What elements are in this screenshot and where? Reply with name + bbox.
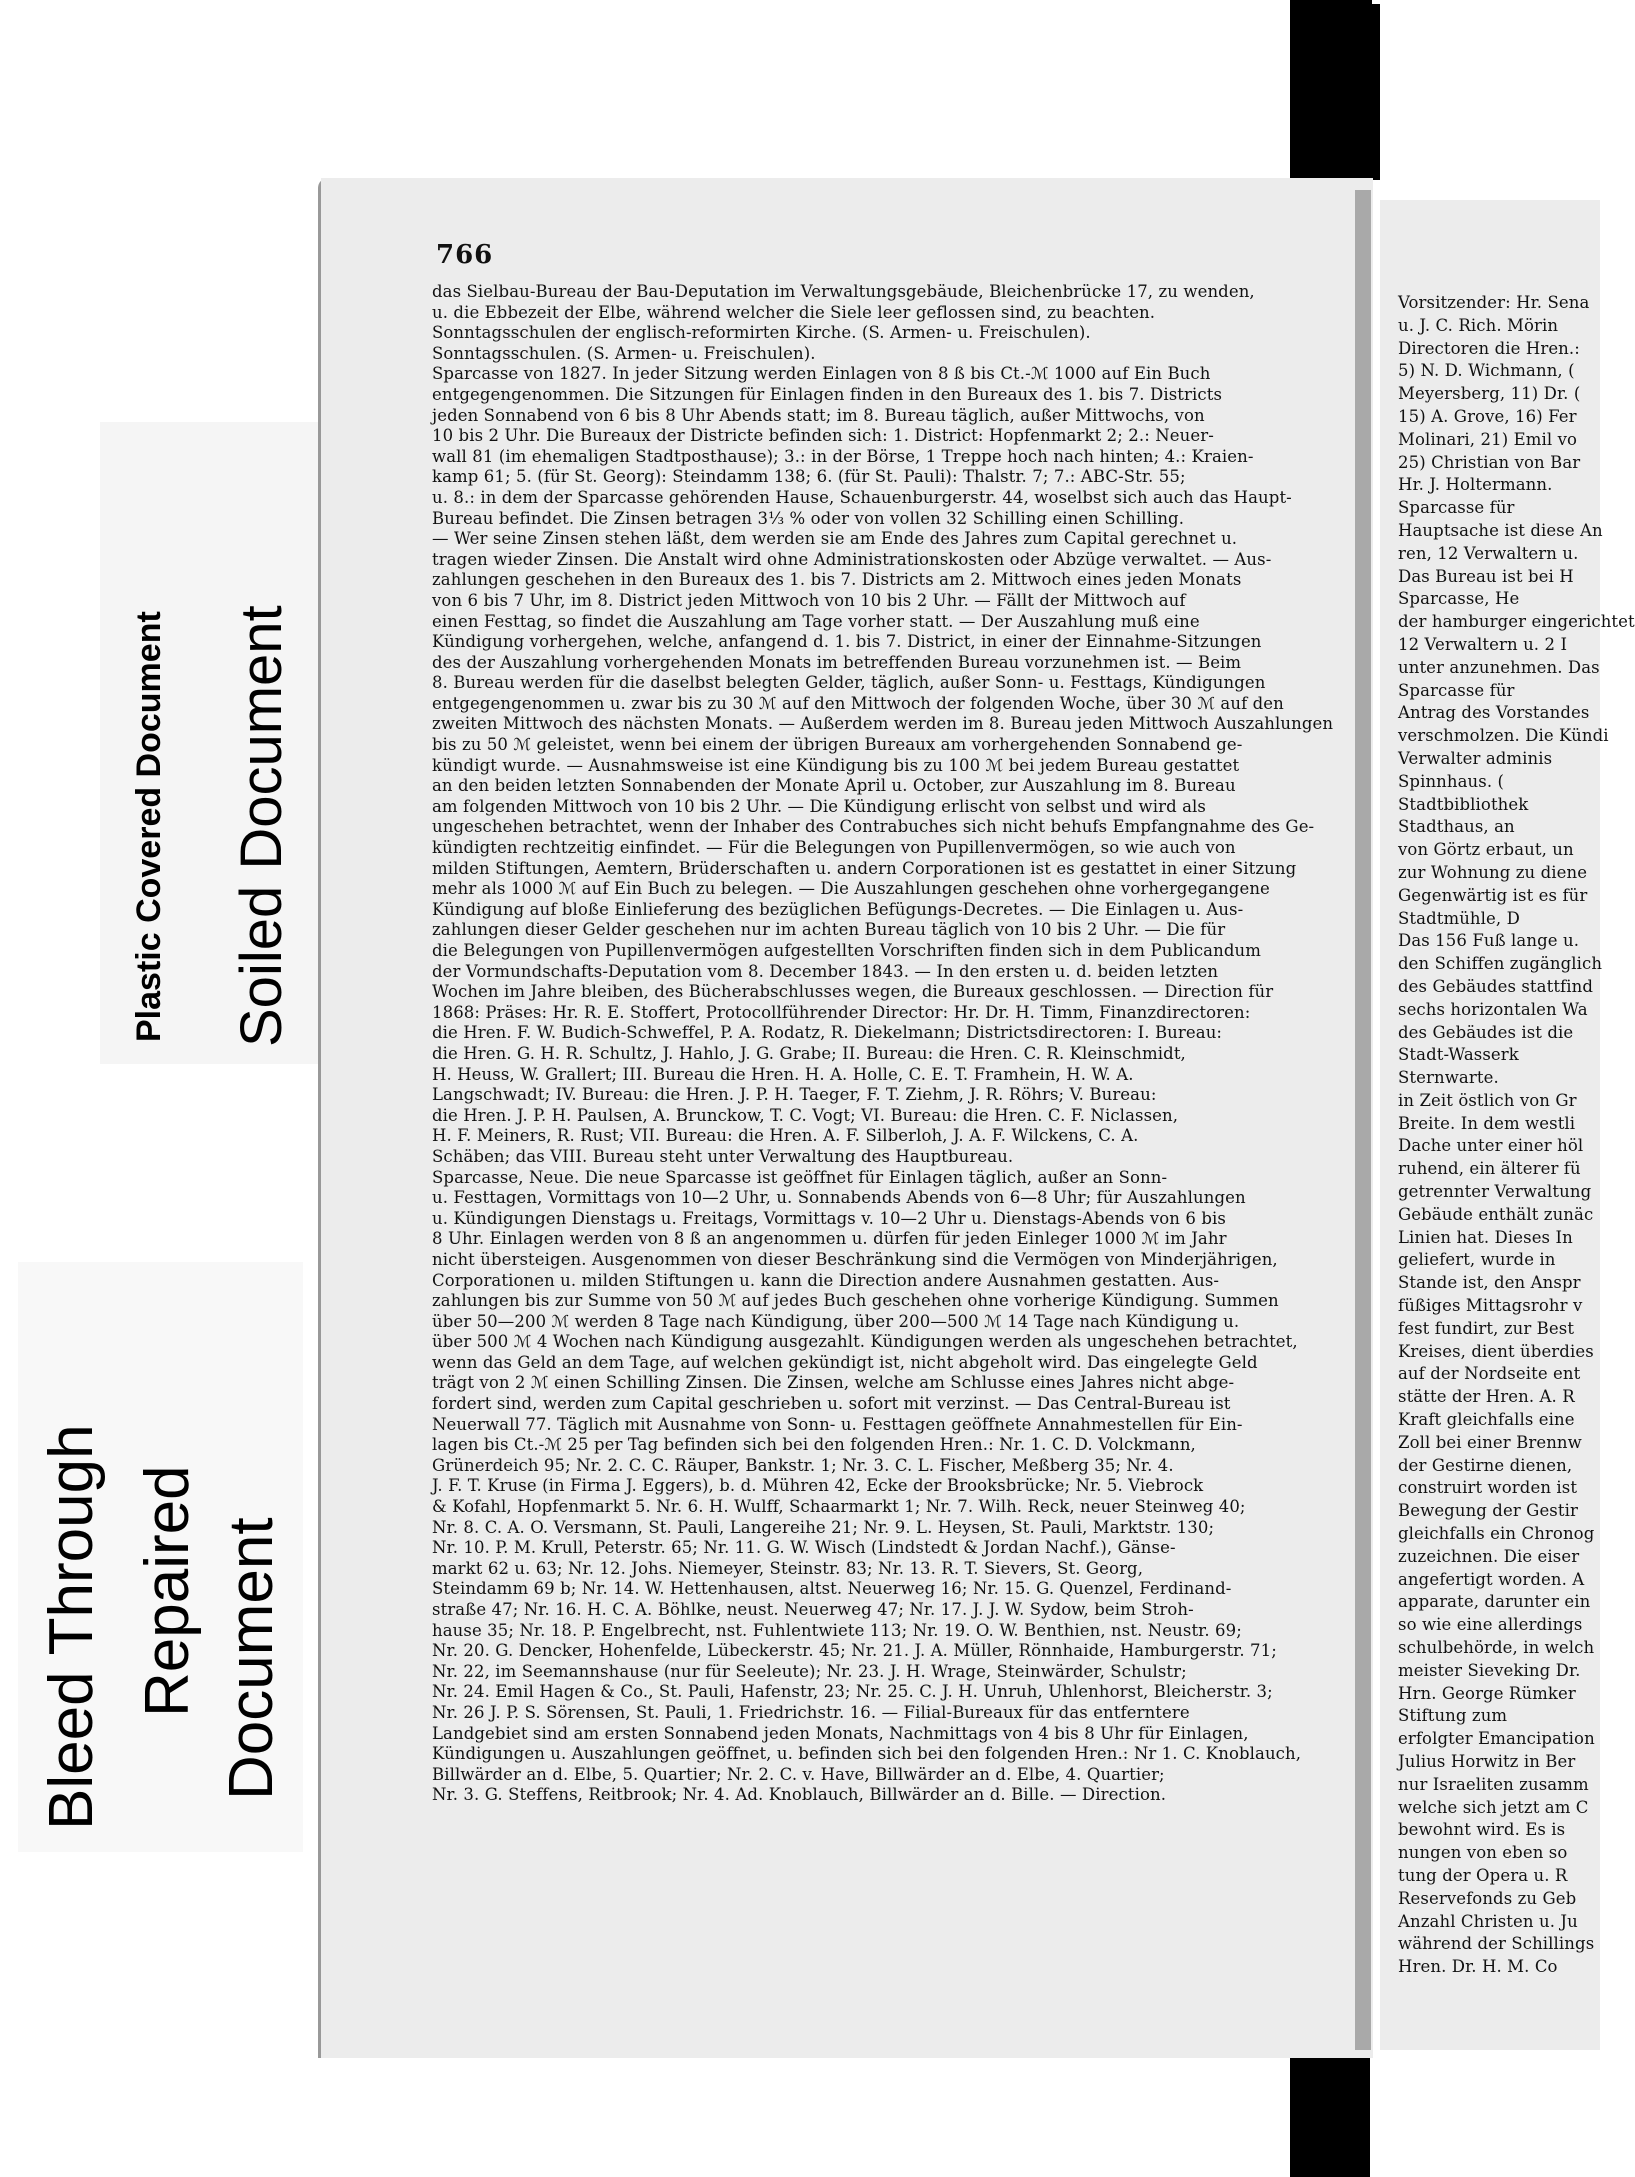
text-line: zahlungen geschehen in den Bureaux des 1. bis 7. Districts am 2. Mittwoch eines jeden Monats — [432, 570, 1242, 590]
sticker-repaired-text: Repaired — [133, 1465, 202, 1717]
right-text-line: Julius Horwitz in Ber — [1398, 1752, 1576, 1771]
text-line: nicht übersteigen. Ausgenommen von dieser Beschränkung sind die Vermögen von Minderjährigen, — [432, 1249, 1278, 1269]
sticker-bleed-repaired — [18, 1262, 303, 1852]
right-text-line: Molinari, 21) Emil vo — [1398, 429, 1578, 449]
right-text-line: Stiftung zum — [1398, 1706, 1508, 1726]
text-line: der Vormundschafts-Deputation vom 8. December 1843. — In den ersten u. d. beiden letzten — [432, 961, 1219, 981]
right-text-line: erfolgter Emancipation — [1398, 1729, 1595, 1749]
right-text-line: der hamburger eingerichtet — [1398, 612, 1635, 632]
text-line: Corporationen u. milden Stiftungen u. kann die Direction andere Ausnahmen gestatten. Aus- — [432, 1270, 1220, 1290]
right-text-line: nur Israeliten zusamm — [1398, 1774, 1589, 1794]
right-text-line: Stadtmühle, D — [1398, 908, 1520, 928]
text-line: über 50—200 ℳ werden 8 Tage nach Kündigung, über 200—500 ℳ 14 Tage nach Kündigung u. — [432, 1311, 1240, 1331]
right-text-line: Breite. In dem westli — [1398, 1113, 1576, 1133]
right-text-line: Kraft gleichfalls eine — [1398, 1410, 1575, 1430]
right-text-line: Stadthaus, an — [1398, 817, 1515, 837]
right-page — [1380, 200, 1635, 2050]
text-line: 8. Bureau werden für die daselbst belegten Gelder, täglich, außer Sonn- u. Festtags, Kündigungen — [432, 673, 1266, 693]
text-line: kündigten rechtzeitig einfindet. — Für die Belegungen von Pupillenvermögen, so wie auch von — [432, 838, 1236, 858]
right-text-line: Kreises, dient überdies — [1398, 1341, 1594, 1361]
text-line: Sparcasse, Neue. Die neue Sparcasse ist geöffnet für Einlagen täglich, außer an Sonn- — [432, 1167, 1168, 1187]
text-line: u. Festtagen, Vormittags von 10—2 Uhr, u. Sonnabends Abends von 6—8 Uhr; für Auszahlungen — [432, 1188, 1246, 1208]
right-text-line: Directoren die Hren.: — [1398, 338, 1580, 358]
right-text-line: getrennter Verwaltung — [1398, 1182, 1592, 1202]
right-text-line: Anzahl Christen u. Ju — [1398, 1911, 1578, 1931]
text-line: H. Heuss, W. Grallert; III. Bureau die Hren. H. A. Holle, C. E. T. Framhein, H. W. A. — [432, 1064, 1134, 1084]
right-text-line: zur Wohnung zu diene — [1398, 862, 1588, 882]
right-text-line: Dache unter einer höl — [1398, 1136, 1584, 1156]
text-line: am folgenden Mittwoch von 10 bis 2 Uhr. — Die Kündigung erlischt von selbst und wird als — [432, 796, 1206, 816]
right-text-line: 5) N. D. Wichmann, ( — [1398, 361, 1575, 381]
right-text-line: ren, 12 Verwaltern u. — [1398, 543, 1579, 563]
right-text-line: Spinnhaus. ( — [1398, 771, 1505, 791]
text-line: die Belegungen von Pupillenvermögen aufgestellten Vorschriften finden sich in dem Publicandum — [432, 941, 1261, 960]
text-line: 8 Uhr. Einlagen werden von 8 ß an angenommen u. dürfen für jeden Einleger 1000 ℳ im Jahr — [432, 1229, 1227, 1249]
right-text-line: 25) Christian von Bar — [1398, 452, 1581, 472]
right-text-line: tung der Opera u. R — [1398, 1865, 1568, 1885]
text-line: entgegengenommen. Die Sitzungen für Einlagen finden in den Bureaux des 1. bis 7. Districts — [432, 384, 1223, 404]
right-text-line: bewohnt wird. Es is — [1398, 1820, 1566, 1840]
text-line: zahlungen bis zur Summe von 50 ℳ auf jedes Buch geschehen ohne vorherige Kündigung. Summen — [432, 1291, 1279, 1311]
text-line: tragen wieder Zinsen. Die Anstalt wird ohne Administrationskosten oder Abzüge verwaltet. — Aus- — [432, 549, 1272, 569]
text-line: lagen bis Ct.-ℳ 25 per Tag befinden sich bei den folgenden Hren.: Nr. 1. C. D. Volckmann, — [432, 1435, 1196, 1455]
right-text-line: Sternwarte. — [1398, 1068, 1499, 1088]
right-text-line: welche sich jetzt am C — [1398, 1797, 1589, 1817]
right-text-line: so wie eine allerdings — [1398, 1615, 1583, 1635]
text-line: milden Stiftungen, Aemtern, Brüderschaften u. andern Corporationen ist es gestattet in einer Sitzung — [432, 858, 1297, 878]
sticker-plastic-soiled — [100, 422, 325, 1064]
right-text-line: Gegenwärtig ist es für — [1398, 885, 1588, 905]
text-line: u. Kündigungen Dienstags u. Freitags, Vormittags v. 10—2 Uhr u. Dienstags-Abends von 6 bis — [432, 1208, 1226, 1228]
sticker-document-text: Document — [217, 1517, 286, 1800]
left-page-text — [432, 282, 1337, 1806]
right-text-line: apparate, darunter ein — [1398, 1592, 1591, 1612]
right-text-line: den Schiffen zugänglich — [1398, 954, 1603, 974]
right-text-line: zuzeichnen. Die eiser — [1398, 1546, 1580, 1566]
text-line: entgegengenommen u. zwar bis zu 30 ℳ auf den Mittwoch der folgenden Woche, über 30 ℳ auf den — [432, 693, 1284, 713]
text-line: Sonntagsschulen. (S. Armen- u. Freischulen). — [432, 343, 816, 363]
text-line: kamp 61; 5. (für St. Georg): Steindamm 138; 6. (für St. Pauli): Thalstr. 7; 7.: ABC-Str. 55; — [432, 467, 1186, 487]
right-text-line: angefertigt worden. A — [1398, 1569, 1585, 1589]
right-text-line: des Gebäudes stattfind — [1398, 976, 1594, 996]
right-text-line: nungen von eben so — [1398, 1843, 1568, 1863]
page-number: 766 — [436, 240, 494, 270]
right-text-line: Hr. J. Holtermann. — [1398, 475, 1553, 495]
book-spine — [1355, 190, 1371, 2050]
right-text-line: in Zeit östlich von Gr — [1398, 1090, 1577, 1110]
right-text-line: auf der Nordseite ent — [1398, 1364, 1581, 1384]
text-line: Nr. 22, im Seemannshause (nur für Seeleute); Nr. 23. J. H. Wrage, Steinwärder, Schulstr; — [432, 1661, 1187, 1681]
right-text-line: 12 Verwaltern u. 2 I — [1398, 634, 1568, 654]
sticker-plastic-text: Plastic Covered Document — [130, 611, 168, 1042]
right-text-line: 15) A. Grove, 16) Fer — [1398, 406, 1577, 426]
right-text-line: Reservefonds zu Geb — [1398, 1888, 1577, 1908]
text-line: mehr als 1000 ℳ auf Ein Buch zu belegen. — Die Auszahlungen geschehen ohne vorhergegangene — [432, 879, 1270, 899]
right-text-line: Gebäude enthält zunäc — [1398, 1204, 1594, 1224]
text-line: Schäben; das VIII. Bureau steht unter Verwaltung des Hauptbureau. — [432, 1146, 1014, 1166]
text-line: Nr. 26 J. P. S. Sörensen, St. Pauli, 1. Friedrichstr. 16. — Filial-Bureaux für das entferntere — [432, 1702, 1190, 1722]
text-line: u. 8.: in dem der Sparcasse gehörenden Hause, Schauenburgerstr. 44, woselbst sich auch das Haupt- — [432, 487, 1292, 507]
right-text-line: Meyersberg, 11) Dr. ( — [1398, 384, 1581, 404]
right-text-line: Sparcasse für — [1398, 680, 1515, 700]
right-text-line: sechs horizontalen Wa — [1398, 999, 1588, 1019]
right-text-line: Das 156 Fuß lange u. — [1398, 931, 1580, 951]
text-line: wenn das Geld an dem Tage, auf welchen gekündigt ist, nicht abgeholt wird. Das eingelegte Geld — [432, 1352, 1258, 1372]
text-line: das Sielbau-Bureau der Bau-Deputation im Verwaltungsgebäude, Bleichenbrücke 17, zu wenden, — [432, 282, 1255, 301]
text-line: Sonntagsschulen der englisch-reformirten Kirche. (S. Armen- u. Freischulen). — [432, 323, 1091, 343]
text-line: 1868: Präses: Hr. R. E. Stoffert, Protocollführender Director: Hr. Dr. H. Timm, Finanzdirectoren: — [432, 1002, 1251, 1022]
right-text-line: construirt worden ist — [1398, 1478, 1578, 1498]
sticker-bleed-text: Bleed Through — [37, 1424, 106, 1830]
text-line: u. die Ebbezeit der Elbe, während welcher die Siele leer geflossen sind, zu beachten. — [432, 302, 1156, 322]
right-text-line: Hauptsache ist diese An — [1398, 520, 1603, 540]
right-text-line: Hren. Dr. H. M. Co — [1398, 1957, 1558, 1977]
right-text-line: u. J. C. Rich. Mörin — [1398, 315, 1559, 335]
right-text-line: stätte der Hren. A. R — [1398, 1387, 1575, 1407]
text-line: Steindamm 69 b; Nr. 14. W. Hettenhausen, altst. Neuerweg 16; Nr. 15. G. Quenzel, Ferdinand- — [432, 1579, 1232, 1599]
right-text-line: Stadt-Wasserk — [1398, 1045, 1519, 1065]
text-line: Langschwadt; IV. Bureau: die Hren. J. P. H. Taeger, F. T. Ziehm, J. R. Röhrs; V. Bureau: — [432, 1085, 1157, 1105]
right-text-line: Hrn. George Rümker — [1398, 1683, 1576, 1703]
text-line: H. F. Meiners, R. Rust; VII. Bureau: die Hren. A. F. Silberloh, J. A. F. Wilckens, C. A. — [432, 1126, 1139, 1146]
text-line: die Hren. J. P. H. Paulsen, A. Brunckow, T. C. Vogt; VI. Bureau: die Hren. C. F. Niclassen, — [432, 1105, 1179, 1125]
text-line: & Kofahl, Hopfenmarkt 5. Nr. 6. H. Wulff, Schaarmarkt 1; Nr. 7. Wilh. Reck, neuer Steinweg 40; — [432, 1497, 1246, 1517]
text-line: Nr. 3. G. Steffens, Reitbrook; Nr. 4. Ad. Knoblauch, Billwärder an d. Bille. — Direction. — [432, 1785, 1167, 1805]
text-line: Nr. 10. P. M. Krull, Peterstr. 65; Nr. 11. G. W. Wisch (Lindstedt & Jordan Nachf.), Gänse- — [432, 1538, 1176, 1558]
right-text-line: füßiges Mittagsrohr v — [1398, 1296, 1583, 1316]
text-line: trägt von 2 ℳ einen Schilling Zinsen. Die Zinsen, welche am Schlusse eines Jahres nicht abge- — [432, 1373, 1235, 1393]
text-line: Grünerdeich 95; Nr. 2. C. C. Räuper, Bankstr. 1; Nr. 3. C. L. Fischer, Meßberg 35; Nr. 4. — [432, 1455, 1174, 1475]
black-border-right-top — [1372, 0, 1600, 4]
text-line: bis zu 50 ℳ geleistet, wenn bei einem der übrigen Bureaux am vorhergehenden Sonnabend ge- — [432, 735, 1243, 755]
text-line: fordert sind, werden zum Capital geschrieben u. sofort mit verzinst. — Das Central-Bureau ist — [432, 1394, 1231, 1414]
text-line: Nr. 8. C. A. O. Versmann, St. Pauli, Langereihe 21; Nr. 9. L. Heysen, St. Pauli, Marktstr. 130; — [432, 1517, 1215, 1537]
text-line: 10 bis 2 Uhr. Die Bureaux der Districte befinden sich: 1. District: Hopfenmarkt 2; 2.: Neuer- — [432, 426, 1214, 446]
text-line: kündigt wurde. — Ausnahmsweise ist eine Kündigung bis zu 100 ℳ bei jedem Bureau gestattet — [432, 755, 1240, 775]
right-text-line: unter anzunehmen. Das — [1398, 657, 1600, 677]
right-text-line: Sparcasse für — [1398, 498, 1515, 518]
text-line: zahlungen dieser Gelder geschehen nur im achten Bureau täglich von 10 bis 2 Uhr. — Die für — [432, 920, 1226, 940]
right-text-line: Verwalter adminis — [1398, 748, 1553, 768]
text-line: Billwärder an d. Elbe, 5. Quartier; Nr. 2. C. v. Have, Billwärder an d. Elbe, 4. Quartier; — [432, 1764, 1165, 1784]
right-text-line: Bewegung der Gestir — [1398, 1501, 1578, 1521]
text-line: — Wer seine Zinsen stehen läßt, dem werden sie am Ende des Jahres zum Capital gerechnet u. — [432, 529, 1238, 549]
black-border-bottom — [1290, 2045, 1370, 2177]
text-line: Landgebiet sind am ersten Sonnabend jeden Monats, Nachmittags von 4 bis 8 Uhr für Einlagen, — [432, 1723, 1249, 1743]
text-line: Sparcasse von 1827. In jeder Sitzung werden Einlagen von 8 ß bis Ct.-ℳ 1000 auf Ein Buch — [432, 364, 1211, 384]
right-text-line: Zoll bei einer Brennw — [1398, 1432, 1582, 1452]
text-line: wall 81 (im ehemaligen Stadtposthause); 3.: in der Börse, 1 Treppe hoch nach hinten; 4.: Kraien- — [432, 446, 1254, 466]
right-text-line: geliefert, wurde in — [1398, 1250, 1556, 1270]
sticker-soiled-text: Soiled Document — [229, 605, 294, 1047]
text-line: des der Auszahlung vorhergehenden Monats im betreffenden Bureau vorzunehmen ist. — Beim — [432, 652, 1242, 672]
right-text-line: Das Bureau ist bei H — [1398, 566, 1574, 586]
right-text-line: Vorsitzender: Hr. Sena — [1398, 293, 1590, 312]
text-line: Nr. 20. G. Dencker, Hohenfelde, Lübeckerstr. 45; Nr. 21. J. A. Müller, Rönnhaide, Hamburgerstr. 71; — [432, 1641, 1277, 1661]
right-page-text — [1398, 292, 1635, 1979]
text-line: hause 35; Nr. 18. P. Engelbrecht, nst. Fuhlentwiete 113; Nr. 19. O. W. Benthien, nst. Neustr. 69; — [432, 1620, 1242, 1640]
right-text-line: gleichfalls ein Chronog — [1398, 1524, 1595, 1544]
right-text-line: meister Sieveking Dr. — [1398, 1660, 1581, 1680]
right-text-line: Sparcasse, He — [1398, 589, 1520, 609]
text-line: an den beiden letzten Sonnabenden der Monate April u. October, zur Auszahlung im 8. Bureau — [432, 776, 1236, 796]
right-text-line: von Görtz erbaut, un — [1398, 840, 1574, 860]
black-border-top — [1290, 0, 1380, 180]
text-line: die Hren. G. H. R. Schultz, J. Hahlo, J. G. Grabe; II. Bureau: die Hren. C. R. Kleinschmidt, — [432, 1043, 1186, 1063]
right-text-line: der Gestirne dienen, — [1398, 1455, 1573, 1475]
text-line: Nr. 24. Emil Hagen & Co., St. Pauli, Hafenstr, 23; Nr. 25. C. J. H. Unruh, Uhlenhorst, Bleicherstr. 3; — [432, 1682, 1273, 1702]
text-line: Bureau befindet. Die Zinsen betragen 3⅓ % oder von vollen 32 Schilling einen Schilling. — [432, 508, 1185, 528]
text-line: J. F. T. Kruse (in Firma J. Eggers), b. d. Mühren 42, Ecke der Brooksbrücke; Nr. 5. Viebrock — [432, 1476, 1204, 1496]
text-line: über 500 ℳ 4 Wochen nach Kündigung ausgezahlt. Kündigungen werden als ungeschehen betrachtet, — [432, 1332, 1298, 1352]
text-line: einen Festtag, so findet die Auszahlung am Tage vorher statt. — Der Auszahlung muß eine — [432, 611, 1200, 631]
text-line: Kündigung vorhergehen, welche, anfangend d. 1. bis 7. District, in einer der Einnahme-Sitzungen — [432, 632, 1262, 652]
right-text-line: schulbehörde, in welch — [1398, 1638, 1595, 1658]
text-line: straße 47; Nr. 16. H. C. A. Böhlke, neust. Neuerweg 47; Nr. 17. J. J. W. Sydow, beim Stroh- — [432, 1600, 1194, 1619]
text-line: markt 62 u. 63; Nr. 12. Johs. Niemeyer, Steinstr. 83; Nr. 13. R. T. Sievers, St. Georg, — [432, 1558, 1144, 1578]
right-text-line: Linien hat. Dieses In — [1398, 1227, 1573, 1247]
right-text-line: während der Schillings — [1398, 1934, 1595, 1954]
text-line: jeden Sonnabend von 6 bis 8 Uhr Abends statt; im 8. Bureau täglich, außer Mittwochs, von — [432, 405, 1205, 425]
text-line: von 6 bis 7 Uhr, im 8. District jeden Mittwoch von 10 bis 2 Uhr. — Fällt der Mittwoch auf — [432, 590, 1186, 610]
text-line: Wochen im Jahre bleiben, des Bücherabschlusses wegen, die Bureaux geschlossen. — Direction für — [432, 982, 1274, 1002]
text-line: Kündigungen u. Auszahlungen geöffnet, u. befinden sich bei den folgenden Hren.: Nr 1. C. Knoblauch, — [432, 1744, 1302, 1764]
right-text-line: ruhend, ein älterer fü — [1398, 1159, 1581, 1179]
right-text-line: des Gebäudes ist die — [1398, 1022, 1574, 1042]
text-line: zweiten Mittwoch des nächsten Monats. — Außerdem werden im 8. Bureau jeden Mittwoch Auszahlungen — [432, 714, 1334, 734]
text-line: die Hren. F. W. Budich-Schweffel, P. A. Rodatz, R. Diekelmann; Districtsdirectoren: I. Bureau: — [432, 1023, 1223, 1043]
right-text-line: verschmolzen. Die Kündi — [1398, 726, 1609, 746]
text-line: Kündigung auf bloße Einlieferung des bezüglichen Befügungs-Decretes. — Die Einlagen u. Aus- — [432, 899, 1244, 919]
right-text-line: Stande ist, den Anspr — [1398, 1273, 1581, 1293]
right-text-line: Stadtbibliothek — [1398, 794, 1529, 814]
right-text-line: fest fundirt, zur Best — [1398, 1318, 1575, 1338]
text-line: ungeschehen betrachtet, wenn der Inhaber des Contrabuches sich nicht behufs Empfangnahme des Ge- — [432, 817, 1315, 837]
right-text-line: Antrag des Vorstandes — [1398, 703, 1590, 723]
text-line: Neuerwall 77. Täglich mit Ausnahme von Sonn- u. Festtagen geöffnete Annahmestellen für Ein- — [432, 1414, 1243, 1434]
